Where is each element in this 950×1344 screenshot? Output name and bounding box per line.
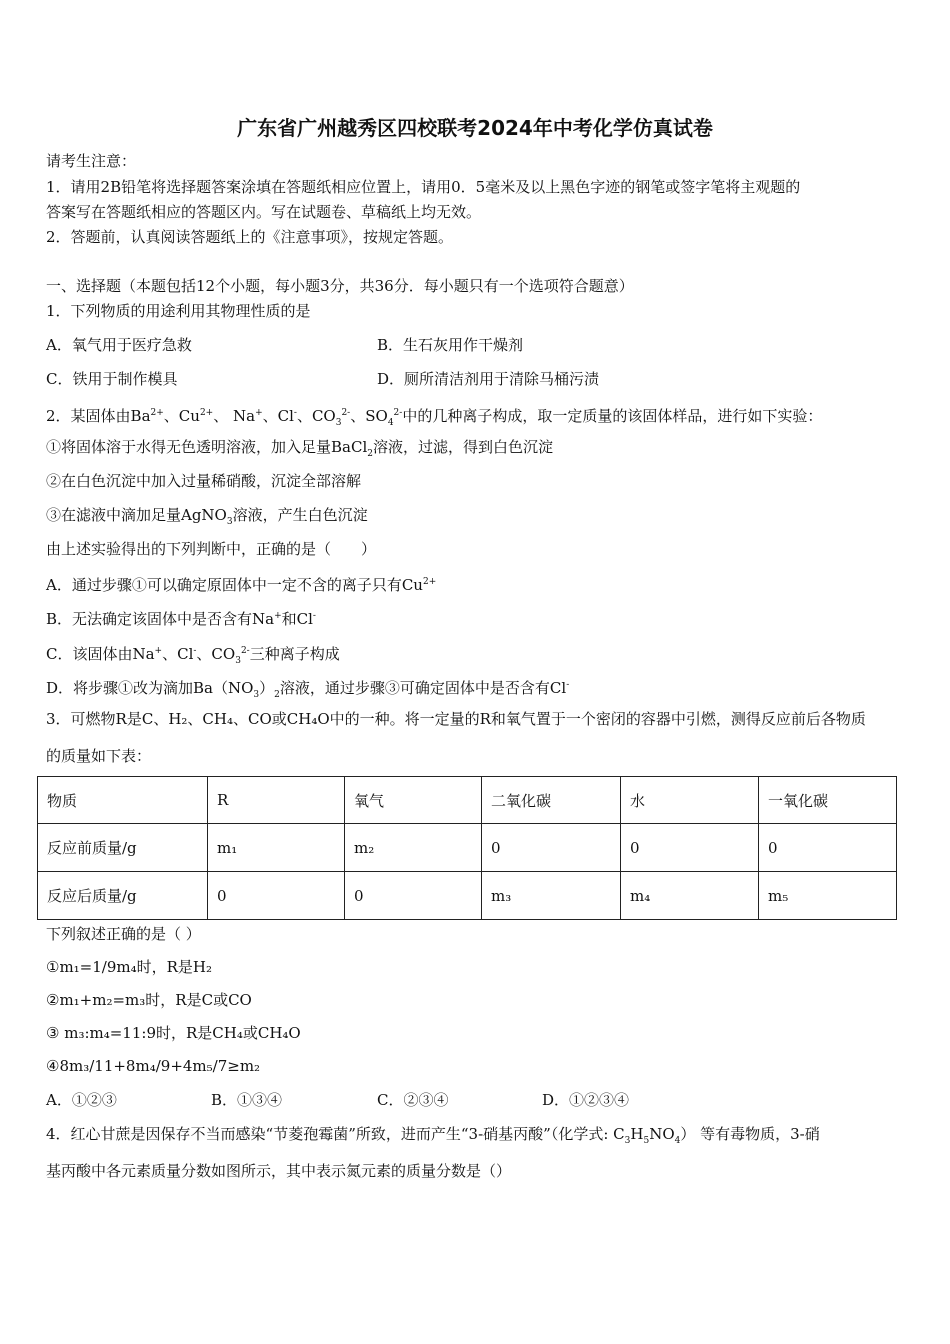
q3-option-b: B．①③④ xyxy=(211,1091,283,1109)
q4-text: H xyxy=(630,1125,644,1143)
ion-charge: + xyxy=(154,646,163,656)
q3-stem-b: 的质量如下表： xyxy=(46,747,152,765)
formula-subscript: 3 xyxy=(335,418,342,428)
notice-item-1a: 1．请用2B铅笔将选择题答案涂填在答题纸相应位置上，请用0．5毫米及以上黑色字迹的钢笔或签字笔将主观题的 xyxy=(46,178,801,196)
option-text: A．通过步骤①可以确定原固体中一定不含的离子只有Cu xyxy=(46,576,423,594)
table-cell: 反应前质量/g xyxy=(38,824,208,872)
q2-stem-text: 、Cl xyxy=(262,407,294,425)
q4-text: 4．红心甘蔗是因保存不当而感染“节菱孢霉菌”所致，进而产生“3-硝基丙酸”（化学式: C xyxy=(46,1125,625,1143)
q2-option-c xyxy=(46,640,340,672)
table-cell: 反应后质量/g xyxy=(38,872,208,920)
notice-heading: 请考生注意： xyxy=(46,152,137,170)
q2-option-d xyxy=(46,674,569,706)
table-header-cell: 物质 xyxy=(38,777,208,824)
q2-step-text: 溶液，过滤，得到白色沉淀 xyxy=(372,438,553,456)
page-title: 广东省广州越秀区四校联考2024年中考化学仿真试卷 xyxy=(237,116,713,140)
q2-option-b xyxy=(46,605,316,630)
formula-subscript: 3 xyxy=(253,690,260,700)
option-text: 三种离子构成 xyxy=(249,645,340,663)
table-cell: 0 xyxy=(208,872,345,920)
q2-stem-text: 中的几种离子构成，取一定质量的该固体样品，进行如下实验： xyxy=(402,407,823,425)
q2-step-text: ①将固体溶于水得无色透明溶液，加入足量BaCl xyxy=(46,438,368,456)
table-row xyxy=(38,824,897,872)
q1-option-d: D．厕所清洁剂用于清除马桶污渍 xyxy=(377,370,600,388)
ion-charge: 2- xyxy=(393,408,403,418)
formula-subscript: 3 xyxy=(624,1136,631,1146)
ion-charge: + xyxy=(274,611,282,621)
table-header-cell: 一氧化碳 xyxy=(759,777,897,824)
q3-statement-3: ③ m₃:m₄=11:9时，R是CH₄或CH₄O xyxy=(46,1024,301,1042)
q2-step-2: ②在白色沉淀中加入过量稀硝酸，沉淀全部溶解 xyxy=(46,472,362,490)
section-heading: 一、选择题（本题包括12个小题，每小题3分，共36分．每小题只有一个选项符合题意） xyxy=(46,277,634,295)
q3-statement-2: ②m₁+m₂=m₃时，R是C或CO xyxy=(46,991,252,1009)
table-header-cell: 氧气 xyxy=(345,777,482,824)
q2-step-1 xyxy=(46,436,553,465)
table-cell: 0 xyxy=(482,824,621,872)
q2-stem-text: 、CO xyxy=(296,407,336,425)
q2-stem-text: 、Cu xyxy=(163,407,200,425)
q4-text: NO xyxy=(649,1125,675,1143)
q2-stem xyxy=(46,402,822,434)
option-text: 和Cl xyxy=(281,610,313,628)
ion-charge: - xyxy=(193,646,197,656)
q4-text: ） 等有毒物质，3-硝 xyxy=(680,1125,820,1143)
q1-option-a: A．氧气用于医疗急救 xyxy=(46,336,192,354)
ion-charge: - xyxy=(312,611,316,621)
option-text: D．将步骤①改为滴加Ba（NO xyxy=(46,679,254,697)
table-header-row xyxy=(38,777,897,824)
q1-stem: 1．下列物质的用途利用其物理性质的是 xyxy=(46,302,311,320)
ion-charge: 2- xyxy=(341,408,351,418)
q3-option-c: C．②③④ xyxy=(377,1091,449,1109)
q2-stem-text: 、SO xyxy=(350,407,388,425)
option-text: 、CO xyxy=(196,645,236,663)
q2-option-a xyxy=(46,571,436,596)
q3-option-d: D．①②③④ xyxy=(542,1091,630,1109)
ion-charge: - xyxy=(566,680,570,690)
table-cell: 0 xyxy=(621,824,759,872)
table-cell: 0 xyxy=(345,872,482,920)
table-header-cell: R xyxy=(208,777,345,824)
q3-statement-4: ④8m₃/11+8m₄/9+4m₅/7≥m₂ xyxy=(46,1057,261,1075)
option-text: ） xyxy=(259,679,275,697)
mass-table xyxy=(37,776,897,920)
option-text: 溶液，通过步骤③可确定固体中是否含有Cl xyxy=(279,679,567,697)
formula-subscript: 5 xyxy=(643,1136,650,1146)
table-cell: m₅ xyxy=(759,872,897,920)
ion-charge: 2- xyxy=(240,646,250,656)
table-header-cell: 二氧化碳 xyxy=(482,777,621,824)
table-row xyxy=(38,872,897,920)
q3-option-a: A．①②③ xyxy=(46,1091,117,1109)
table-cell: m₁ xyxy=(208,824,345,872)
formula-subscript: 3 xyxy=(235,656,241,666)
notice-item-2: 2．答题前，认真阅读答题纸上的《注意事项》，按规定答题。 xyxy=(46,228,454,246)
q2-step-text: ③在滤液中滴加足量AgNO xyxy=(46,506,227,524)
table-cell: m₃ xyxy=(482,872,621,920)
q2-step-3 xyxy=(46,504,368,533)
table-cell: m₂ xyxy=(345,824,482,872)
q3-stem-a: 3．可燃物R是C、H₂、CH₄、CO或CH₄O中的一种。将一定量的R和氧气置于一个密闭的容器中引燃，测得反应前后各物质 xyxy=(46,710,866,728)
table-header-cell: 水 xyxy=(621,777,759,824)
q2-step-text: 溶液，产生白色沉淀 xyxy=(232,506,368,524)
notice-item-1b: 答案写在答题纸相应的答题区内。写在试题卷、草稿纸上均无效。 xyxy=(46,203,482,221)
q1-option-c: C．铁用于制作模具 xyxy=(46,370,178,388)
ion-charge: 2+ xyxy=(422,577,437,587)
q4-stem-line-1 xyxy=(46,1123,820,1152)
option-text: 、Cl xyxy=(162,645,194,663)
formula-subscript: 3 xyxy=(226,517,233,527)
q2-question: 由上述实验得出的下列判断中，正确的是（ ） xyxy=(46,540,377,558)
table-cell: m₄ xyxy=(621,872,759,920)
formula-subscript: 4 xyxy=(387,418,394,428)
ion-charge: - xyxy=(293,408,297,418)
q2-stem-text: 、 Na xyxy=(213,407,256,425)
q3-statement-1: ①m₁=1/9m₄时，R是H₂ xyxy=(46,958,213,976)
q3-question: 下列叙述正确的是（ ） xyxy=(46,925,201,943)
formula-subscript: 2 xyxy=(367,449,373,459)
formula-subscript: 2 xyxy=(274,690,280,700)
q4-stem-line-2: 基丙酸中各元素质量分数如图所示，其中表示氮元素的质量分数是（） xyxy=(46,1162,512,1180)
table-cell: 0 xyxy=(759,824,897,872)
q2-stem-text: 2．某固体由Ba xyxy=(46,407,151,425)
option-text: C．该固体由Na xyxy=(46,645,155,663)
formula-subscript: 4 xyxy=(674,1136,681,1146)
ion-charge: 2+ xyxy=(199,408,214,418)
q1-option-b: B．生石灰用作干燥剂 xyxy=(377,336,524,354)
ion-charge: + xyxy=(255,408,263,418)
option-text: B．无法确定该固体中是否含有Na xyxy=(46,610,275,628)
ion-charge: 2+ xyxy=(150,408,164,418)
